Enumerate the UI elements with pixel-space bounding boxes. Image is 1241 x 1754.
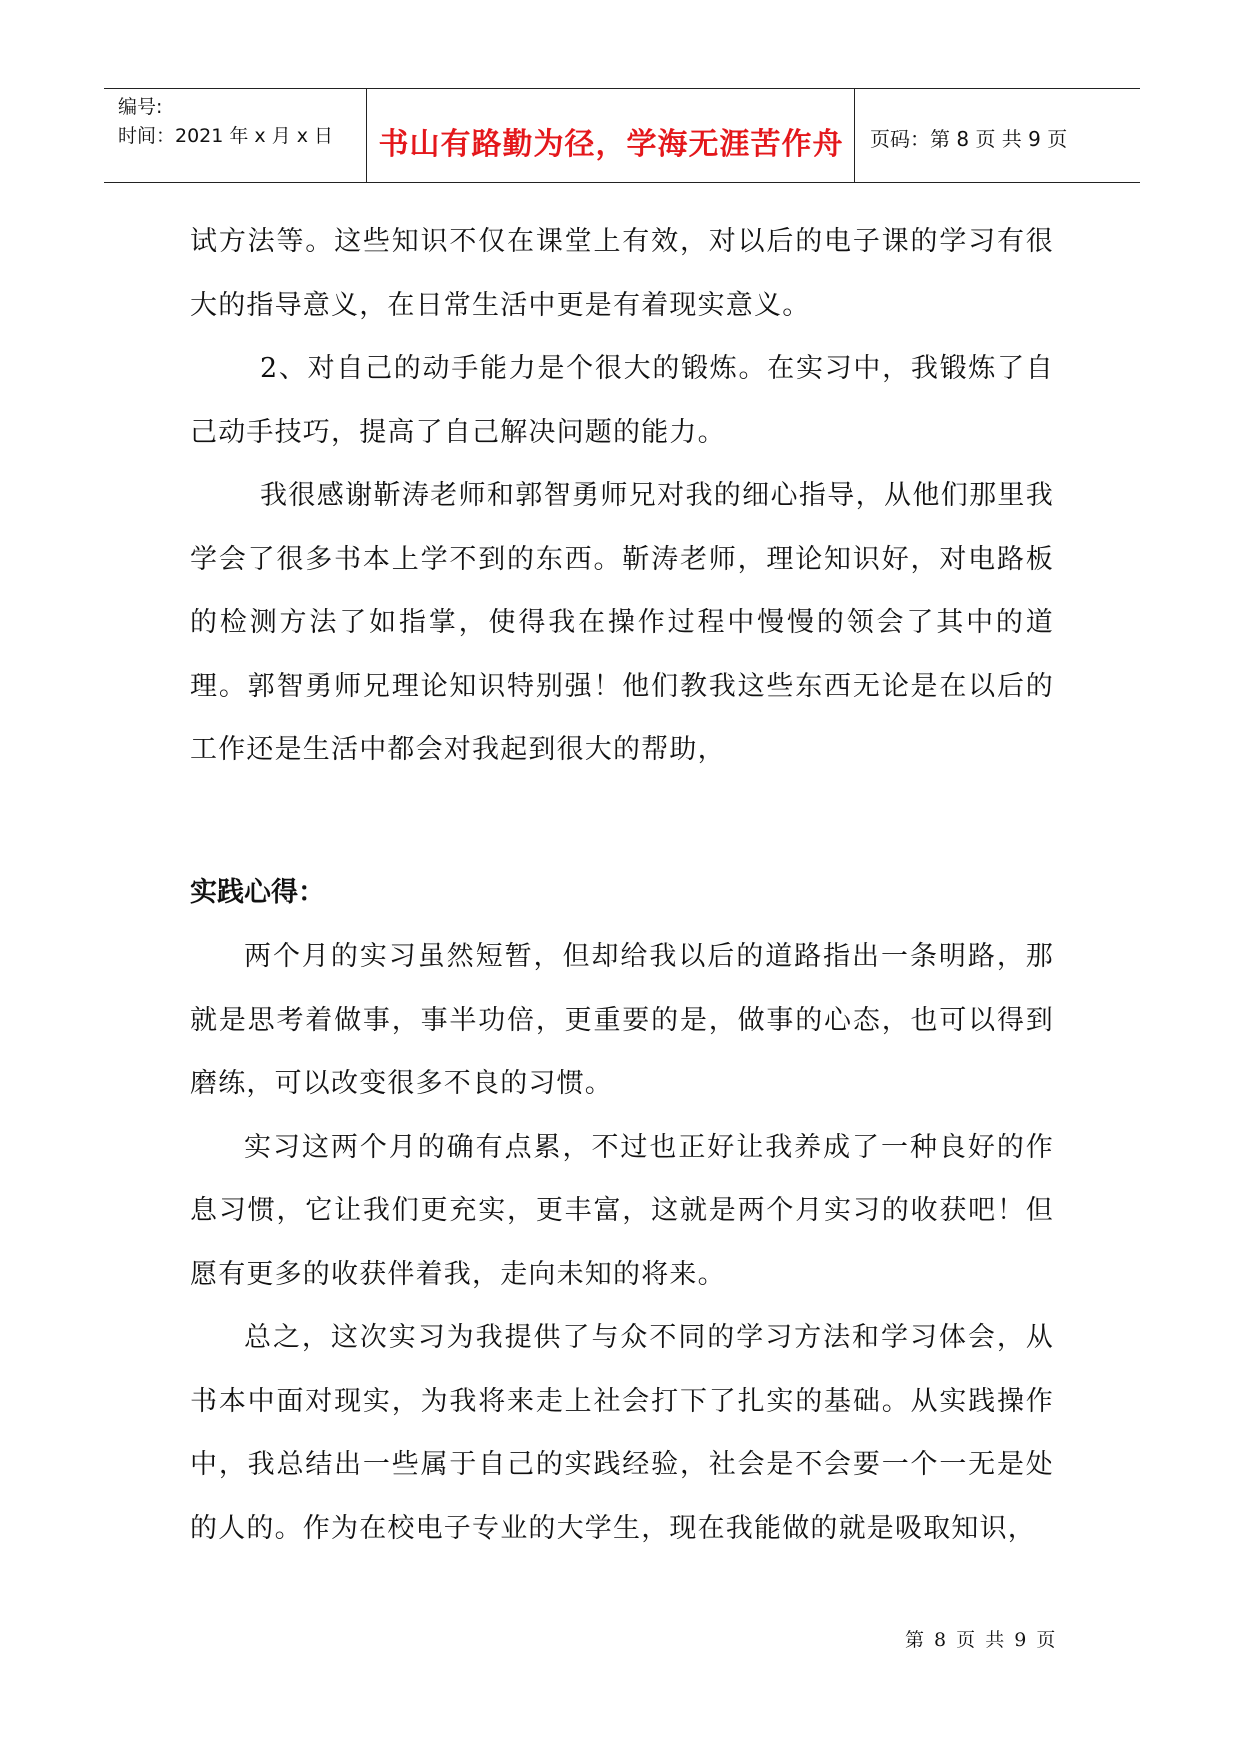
- section-heading: 实践心得：: [190, 877, 325, 908]
- body-section-2: [190, 925, 1054, 1560]
- paragraph: 总之，这次实习为我提供了与众不同的学习方法和学习体会，从书本中面对现实，为我将来走上社会打下了扎实的基础。从实践操作中，我总结出一些属于自己的实践经验，社会是不会要一个一无是处的人的。作为在校电子专业的大学生，现在我能做的就是吸取知识，: [190, 1322, 1054, 1544]
- page-header: [104, 88, 1140, 183]
- body-section-1: [190, 210, 1054, 782]
- header-divider: [366, 89, 367, 182]
- document-number-label: 编号:: [118, 96, 163, 118]
- document-date-label: 时间：2021 年 x 月 x 日: [118, 125, 334, 147]
- header-meta: [118, 93, 333, 151]
- paragraph: 我很感谢靳涛老师和郭智勇师兄对我的细心指导，从他们那里我学会了很多书本上学不到的东西。靳涛老师，理论知识好，对电路板的检测方法了如指掌，使得我在操作过程中慢慢的领会了其中的道理。郭智勇师兄理论知识特别强！他们教我这些东西无论是在以后的工作还是生活中都会对我起到很大的帮助，: [190, 480, 1054, 765]
- paragraph: 2、对自己的动手能力是个很大的锻炼。在实习中，我锻炼了自己动手技巧，提高了自己解决问题的能力。: [190, 353, 1054, 448]
- paragraph: 试方法等。这些知识不仅在课堂上有效，对以后的电子课的学习有很大的指导意义，在日常生活中更是有着现实意义。: [190, 226, 1054, 321]
- page-footer: 第 8 页 共 9 页: [905, 1629, 1058, 1651]
- paragraph: 两个月的实习虽然短暂，但却给我以后的道路指出一条明路，那就是思考着做事，事半功倍，更重要的是，做事的心态，也可以得到磨练，可以改变很多不良的习惯。: [190, 941, 1054, 1099]
- header-page-label: 页码：第 8 页 共 9 页: [870, 127, 1068, 151]
- header-divider: [854, 89, 855, 182]
- paragraph: 实习这两个月的确有点累，不过也正好让我养成了一种良好的作息习惯，它让我们更充实，更丰富，这就是两个月实习的收获吧！但愿有更多的收获伴着我，走向未知的将来。: [190, 1131, 1054, 1290]
- header-motto: 书山有路勤为径，学海无涯苦作舟: [378, 127, 844, 162]
